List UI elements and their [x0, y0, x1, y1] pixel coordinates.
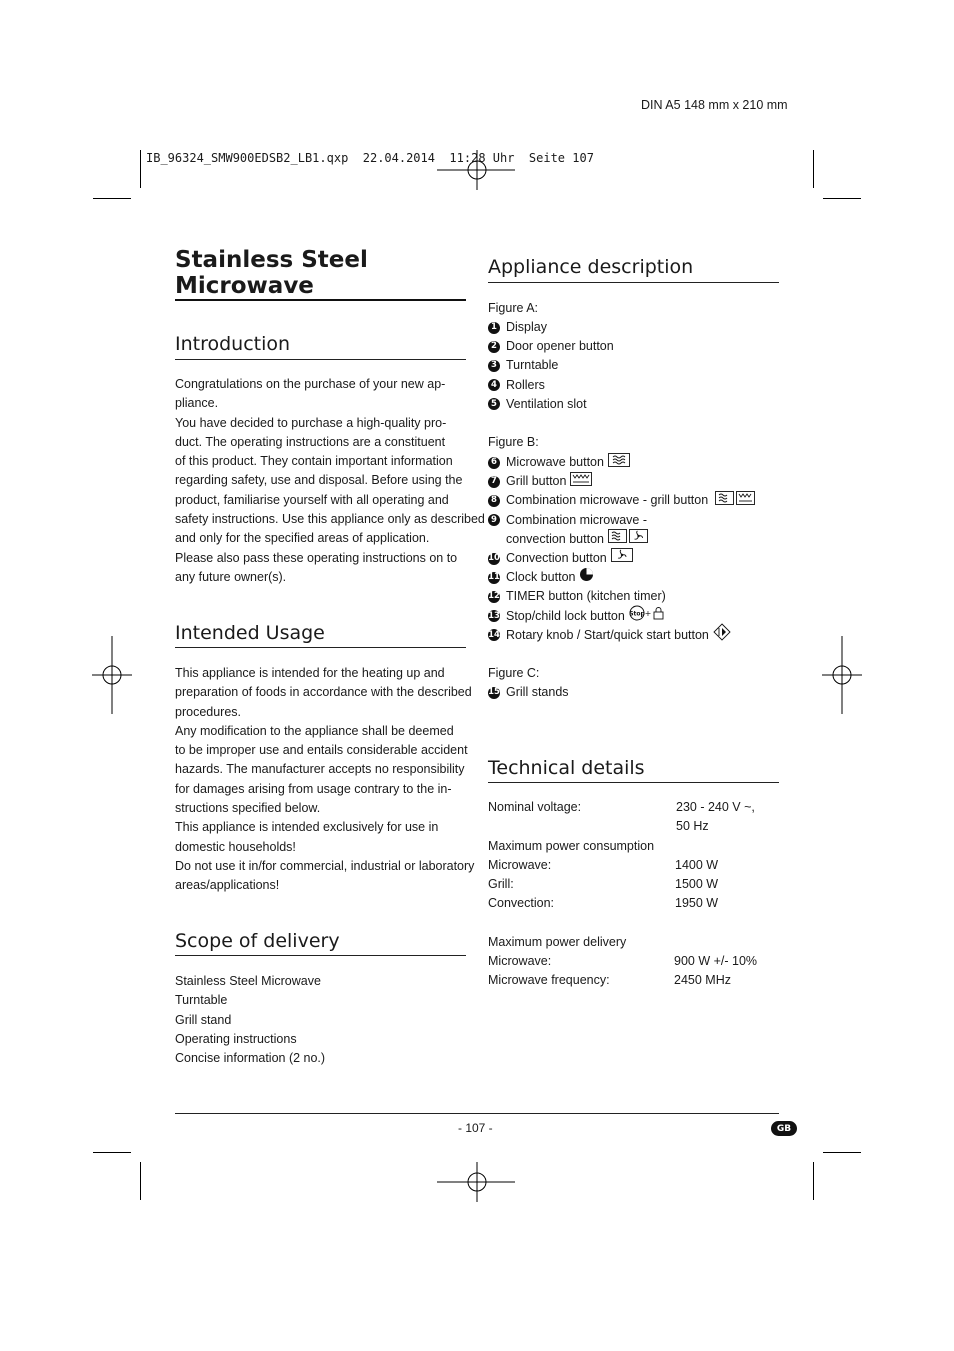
consumption-convection-value: 1950 W	[675, 896, 719, 910]
consumption-convection-label: Convection:	[488, 896, 555, 910]
figure-a-label: Figure A:	[488, 301, 539, 315]
item-label: Combination microwave -	[506, 512, 648, 527]
item-label: Stop/child lock button	[506, 608, 625, 623]
introduction-line: regarding safety, use and disposal. Before using the	[175, 473, 463, 488]
appliance-description-heading: Appliance description	[488, 256, 694, 278]
introduction-text	[175, 375, 485, 587]
item-label: Convection button	[506, 550, 607, 565]
consumption-microwave-value: 1400 W	[675, 858, 719, 872]
figure-a-item	[488, 337, 614, 356]
figure-a-item	[488, 376, 614, 395]
microwave-convection-icon	[608, 529, 648, 549]
item-label: convection button	[506, 531, 604, 546]
svg-text:Stop: Stop	[629, 610, 645, 618]
figure-a-item	[488, 318, 614, 337]
figure-a-list	[488, 318, 614, 414]
introduction-line: product, familiarise yourself with all operating and	[175, 492, 449, 507]
intended-usage-line: This appliance is intended for the heating up and	[175, 666, 445, 680]
title-rule	[175, 299, 466, 301]
figure-c-item	[488, 683, 569, 702]
max-power-delivery-label: Maximum power delivery	[488, 935, 627, 949]
intended-usage-line: hazards. The manufacturer accepts no responsibility	[175, 762, 465, 777]
figure-b-item	[488, 453, 755, 472]
introduction-heading: Introduction	[175, 333, 291, 355]
country-badge	[771, 1121, 797, 1136]
item-number-badge: 14	[488, 629, 500, 640]
item-number-badge: 9	[488, 514, 500, 526]
appliance-description-rule	[488, 282, 779, 283]
introduction-line: of this product. They contain important information	[175, 454, 453, 469]
item-number-badge: 13	[488, 610, 500, 621]
microwave-frequency-label: Microwave frequency:	[488, 973, 610, 987]
item-number-badge: 12	[488, 591, 500, 602]
introduction-rule	[175, 359, 466, 360]
figure-c-label: Figure C:	[488, 666, 540, 680]
intended-usage-line: structions specified below.	[175, 801, 321, 816]
item-label: Clock button	[506, 570, 576, 585]
item-number-badge: 8	[488, 495, 500, 507]
introduction-line: Please also pass these operating instructions on to	[175, 550, 458, 565]
item-number-badge: 4	[488, 379, 500, 391]
page-title-line-1: Stainless Steel	[175, 247, 368, 273]
item-number-badge: 6	[488, 457, 500, 469]
item-label: Grill button	[506, 474, 567, 489]
item-number-badge: 15	[488, 687, 500, 697]
figure-b-item	[488, 530, 755, 549]
scope-of-delivery-rule	[175, 955, 466, 956]
intended-usage-line: to be improper use and entails considerable accident	[175, 743, 468, 758]
figure-b-item	[488, 472, 755, 491]
figure-b-item	[488, 568, 755, 587]
item-label: Ventilation slot	[506, 396, 587, 411]
item-number-badge: 5	[488, 398, 500, 410]
intended-usage-line: This appliance is intended exclusively for use in	[175, 820, 439, 835]
nominal-voltage-frequency: 50 Hz	[676, 819, 709, 833]
scope-of-delivery-heading: Scope of delivery	[175, 930, 340, 952]
figure-c-list	[488, 683, 569, 702]
item-number-badge: 10	[488, 552, 500, 563]
grill-icon	[570, 472, 592, 492]
technical-details-heading: Technical details	[488, 757, 645, 779]
figure-a-item	[488, 356, 614, 375]
intended-usage-line: procedures.	[175, 704, 242, 719]
figure-a-item	[488, 395, 614, 414]
figure-b-list	[488, 453, 755, 645]
intended-usage-line: for damages arising from usage contrary to the in-	[175, 781, 452, 796]
scope-item: Concise information (2 no.)	[175, 1051, 326, 1066]
registration-mark-bottom	[437, 1162, 517, 1202]
item-label: Rollers	[506, 377, 545, 392]
introduction-line: You have decided to purchase a high-quality pro-	[175, 415, 447, 430]
item-label: Grill stands	[506, 685, 569, 699]
introduction-line: safety instructions. Use this appliance only as described	[175, 512, 485, 527]
introduction-line: and only for the specified areas of application.	[175, 531, 430, 546]
scope-item: Operating instructions	[175, 1031, 297, 1046]
format-label: DIN A5 148 mm x 210 mm	[641, 98, 788, 112]
intended-usage-line: preparation of foods in accordance with the described	[175, 685, 472, 700]
svg-text:+: +	[644, 609, 652, 618]
scope-item: Grill stand	[175, 1012, 232, 1027]
technical-details-table	[488, 800, 779, 1000]
intended-usage-rule	[175, 647, 466, 648]
file-info: IB_96324_SMW900EDSB2_LB1.qxp 22.04.2014 11:28 Uhr Seite 107	[146, 151, 594, 165]
item-label: Combination microwave - grill button	[506, 493, 709, 508]
scope-item: Turntable	[175, 993, 228, 1008]
scope-of-delivery-list	[175, 972, 325, 1068]
item-label: Microwave button	[506, 455, 604, 469]
consumption-microwave-label: Microwave:	[488, 858, 552, 872]
nominal-voltage-value: 230 - 240 V ~,	[676, 800, 755, 814]
page-title	[175, 247, 368, 299]
microwave-grill-icon	[715, 491, 755, 511]
microwave-icon	[608, 453, 630, 473]
page-number: - 107 -	[458, 1121, 493, 1135]
item-number-badge: 3	[488, 360, 500, 372]
figure-b-item	[488, 491, 755, 510]
item-label: Display	[506, 320, 547, 334]
introduction-line: duct. The operating instructions are a constituent	[175, 434, 446, 449]
scope-item: Stainless Steel Microwave	[175, 974, 321, 988]
registration-mark-right	[822, 636, 862, 714]
nominal-voltage-label: Nominal voltage:	[488, 800, 582, 814]
item-label: Turntable	[506, 358, 559, 373]
footer-rule	[175, 1113, 779, 1114]
delivery-microwave-label: Microwave:	[488, 954, 552, 968]
intended-usage-heading: Intended Usage	[175, 622, 325, 644]
introduction-line: Congratulations on the purchase of your new ap-	[175, 377, 446, 391]
intended-usage-line: Do not use it in/for commercial, industrial or laboratory	[175, 858, 475, 873]
technical-details-rule	[488, 782, 779, 783]
figure-b-item	[488, 587, 755, 606]
item-label: Door opener button	[506, 339, 614, 354]
max-power-consumption-label: Maximum power consumption	[488, 839, 655, 853]
intended-usage-line: domestic households!	[175, 839, 296, 854]
country-badge-text: GB	[776, 1123, 792, 1134]
clock-icon	[579, 567, 594, 588]
item-label: Rotary knob / Start/quick start button	[506, 627, 709, 642]
figure-b-label: Figure B:	[488, 435, 539, 449]
item-number-badge: 11	[488, 572, 500, 583]
figure-b-item	[488, 549, 755, 568]
microwave-frequency-value: 2450 MHz	[674, 973, 731, 987]
consumption-grill-label: Grill:	[488, 877, 514, 891]
item-number-badge: 1	[488, 322, 500, 334]
delivery-microwave-value: 900 W +/- 10%	[674, 954, 758, 968]
introduction-line: pliance.	[175, 396, 219, 411]
page-title-line-2: Microwave	[175, 273, 314, 299]
figure-b-item	[488, 626, 755, 645]
rotary-knob-icon	[713, 623, 731, 647]
intended-usage-text	[175, 664, 474, 896]
registration-mark-left	[92, 636, 132, 714]
figure-b-item	[488, 511, 755, 530]
stop-lock-icon	[629, 605, 667, 627]
item-number-badge: 2	[488, 341, 500, 353]
item-label: TIMER button (kitchen timer)	[506, 589, 666, 604]
convection-fan-icon	[611, 548, 633, 568]
consumption-grill-value: 1500 W	[675, 877, 719, 891]
intended-usage-line: areas/applications!	[175, 878, 280, 893]
introduction-line: any future owner(s).	[175, 569, 287, 584]
item-number-badge: 7	[488, 476, 500, 488]
intended-usage-line: Any modification to the appliance shall be deemed	[175, 723, 454, 738]
